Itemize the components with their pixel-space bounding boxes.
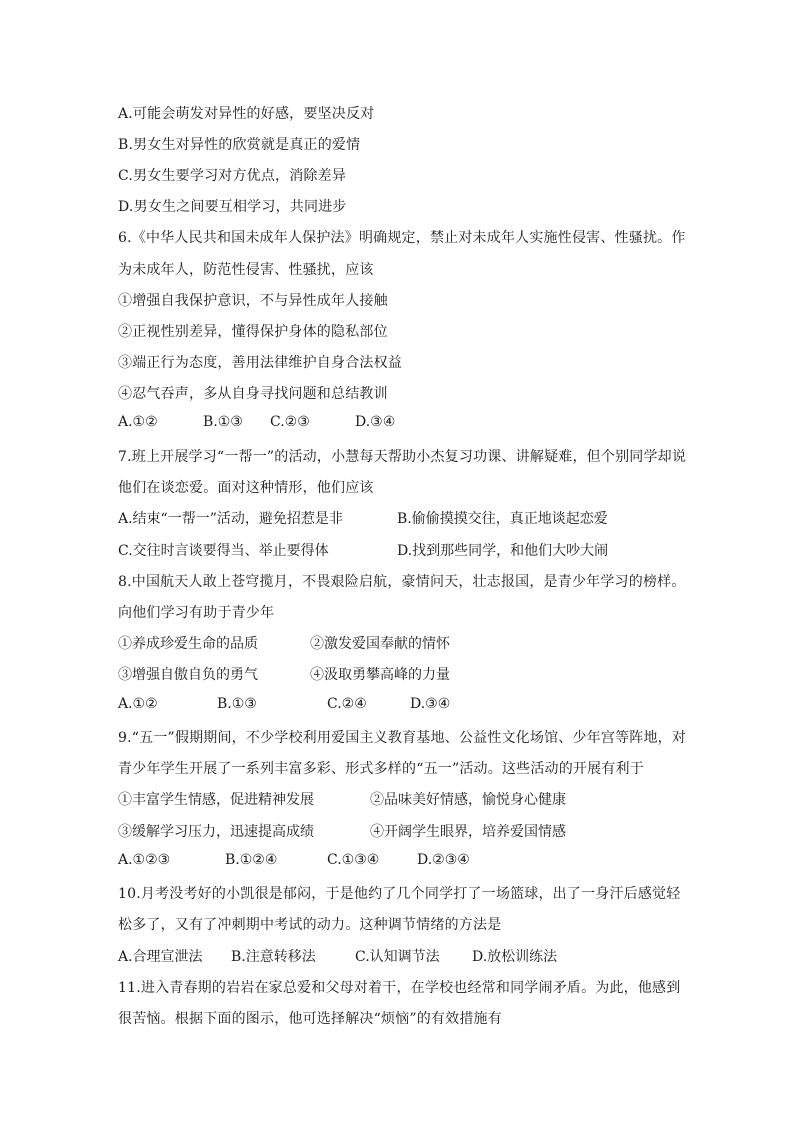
q9-choice-d: D.②③④: [417, 852, 470, 868]
q6-choice-a: A.①②: [118, 414, 158, 430]
q9-choice-a: A.①②③: [118, 852, 171, 868]
q10-choice-c: C.认知调节法: [355, 949, 440, 965]
q8-stem-line-1: 8.中国航天人敢上苍穹揽月，不畏艰险启航，豪情问天，壮志报国，是青少年学习的榜样。: [118, 574, 686, 590]
q6-choice-b: B.①③: [203, 414, 243, 430]
q9-statement-2: ②品味美好情感，愉悦身心健康: [370, 792, 566, 808]
q11-stem-line-2: 很苦恼。根据下面的图示，他可选择解决“烦恼”的有效措施有: [118, 1011, 502, 1027]
q6-statement-3: ③端正行为态度，善用法律维护自身合法权益: [118, 355, 402, 371]
q10-choice-a: A.合理宣泄法: [118, 949, 203, 965]
q7-choice-d: D.找到那些同学，和他们大吵大闹: [397, 543, 609, 559]
q9-stem-line-2: 青少年学生开展了一系列丰富多彩、形式多样的“五一”活动。这些活动的开展有利于: [118, 761, 644, 777]
q9-statement-4: ④开阔学生眼界，培养爱国情感: [370, 824, 566, 840]
q9-statement-3: ③缓解学习压力，迅速提高成绩: [118, 824, 314, 840]
q7-choice-a: A.结束“一帮一”活动，避免招惹是非: [118, 511, 343, 527]
q10-stem-line-1: 10.月考没考好的小凯很是郁闷，于是他约了几个同学打了一场篮球，出了一身汗后感觉轻: [118, 886, 681, 902]
q7-stem-line-2: 他们在谈恋爱。面对这种情形，他们应该: [118, 480, 374, 496]
q8-statement-3: ③增强自傲自负的勇气: [118, 667, 258, 683]
q9-choice-b: B.①②④: [225, 852, 278, 868]
q8-statement-4: ④汲取勇攀高峰的力量: [310, 667, 450, 683]
q10-stem-line-2: 松多了，又有了冲刺期中考试的动力。这种调节情绪的方法是: [118, 917, 502, 933]
q6-statement-4: ④忍气吞声，多从自身寻找问题和总结教训: [118, 386, 388, 402]
q6-choice-c: C.②③: [270, 414, 310, 430]
q8-choice-c: C.②④: [327, 696, 367, 712]
q5-option-d: D.男女生之间要互相学习，共同进步: [118, 199, 347, 215]
q8-statement-2: ②激发爱国奉献的情怀: [310, 636, 450, 652]
q6-statement-1: ①增强自我保护意识，不与异性成年人接触: [118, 293, 388, 309]
q7-stem-line-1: 7.班上开展学习“一帮一”的活动，小慧每天帮助小杰复习功课、讲解疑难，但个别同学却说: [118, 449, 687, 465]
q6-stem-line-2: 为未成年人，防范性侵害、性骚扰，应该: [118, 262, 374, 278]
q6-statement-2: ②正视性别差异，懂得保护身体的隐私部位: [118, 324, 388, 340]
q9-choice-c: C.①③④: [327, 852, 380, 868]
q5-option-b: B.男女生对异性的欣赏就是真正的爱情: [118, 137, 361, 153]
q7-choice-c: C.交往时言谈要得当、举止要得体: [118, 543, 329, 559]
q11-stem-line-1: 11.进入青春期的岩岩在家总爱和父母对着干，在学校也经常和同学闹矛盾。为此，他感到: [118, 980, 681, 996]
q8-choice-d: D.③④: [410, 696, 451, 712]
q8-choice-b: B.①③: [217, 696, 257, 712]
q8-stem-line-2: 向他们学习有助于青少年: [118, 605, 275, 621]
q9-stem-line-1: 9.“五一”假期期间，不少学校利用爱国主义教育基地、公益性文化场馆、少年宫等阵地，对: [118, 730, 687, 746]
q8-choice-a: A.①②: [118, 696, 158, 712]
q9-statement-1: ①丰富学生情感，促进精神发展: [118, 792, 314, 808]
q7-choice-b: B.偷偷摸摸交往，真正地谈起恋爱: [397, 511, 608, 527]
q8-statement-1: ①养成珍爱生命的品质: [118, 636, 258, 652]
q6-choice-d: D.③④: [355, 414, 396, 430]
q6-stem-line-1: 6.《中华人民共和国未成年人保护法》明确规定，禁止对未成年人实施性侵害、性骚扰。作: [118, 230, 686, 246]
q10-choice-d: D.放松训练法: [472, 949, 558, 965]
q10-choice-b: B.注意转移法: [231, 949, 316, 965]
q5-option-c: C.男女生要学习对方优点，消除差异: [118, 168, 347, 184]
q5-option-a: A.可能会萌发对异性的好感，要坚决反对: [118, 106, 375, 122]
